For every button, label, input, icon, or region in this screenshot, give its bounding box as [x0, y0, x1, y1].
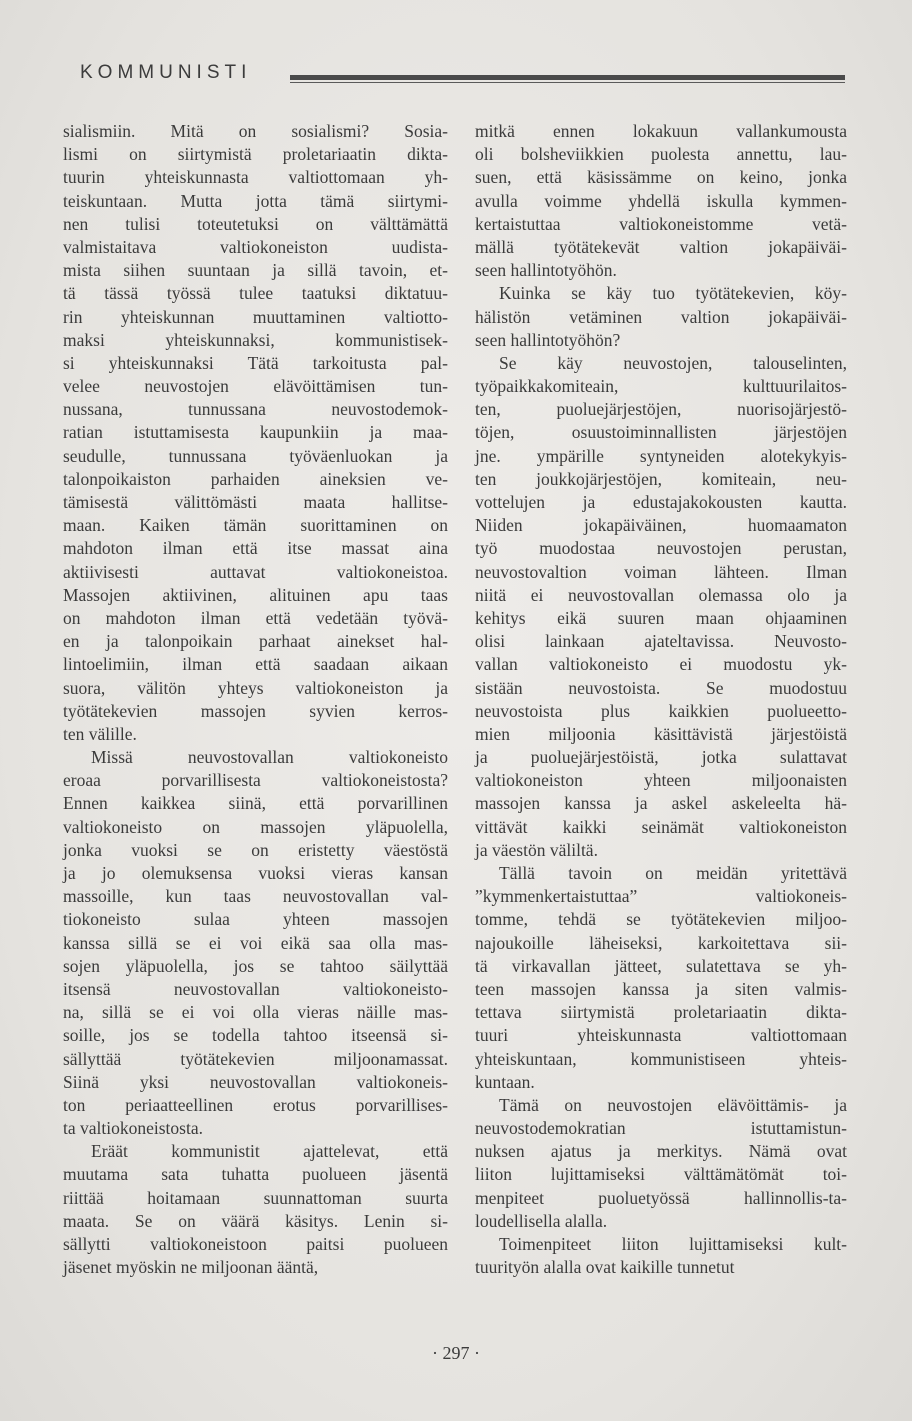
- text-line: na, sillä se ei voi olla vieras näille mas-: [63, 1002, 448, 1023]
- text-line: ta valtiokoneistosta.: [63, 1118, 203, 1139]
- text-line: menpiteet puoluetyössä hallinnollis-ta-: [475, 1187, 847, 1208]
- text-line: najoukoille läheiseksi, karkoitettava sii-: [475, 932, 847, 953]
- page-number: · 297 ·: [432, 1343, 480, 1363]
- text-line: avulla voimme yhdellä iskulla kymmen-: [475, 190, 847, 211]
- text-line: tämisestä välittömästi maata hallitse-: [63, 492, 448, 512]
- text-line: liiton lujittamiseksi välttämätömät toi-: [475, 1164, 847, 1185]
- text-line: maan. Kaiken tämän suorittaminen on: [63, 515, 448, 536]
- text-line: itsensä neuvostovallan valtiokoneisto-: [63, 978, 448, 999]
- text-line: on mahdoton ilman että vedetään työvä-: [63, 607, 448, 628]
- text-line: seudulle, tunnussana työväenluokan ja: [63, 445, 448, 466]
- running-header: [80, 62, 845, 92]
- text-line: massojen kanssa ja askel askeleelta hä-: [475, 793, 847, 814]
- text-line: mitkä ennen lokakuun vallankumousta: [475, 121, 847, 141]
- header-rule-thin: [290, 82, 845, 83]
- text-line: aktiivisesti auttavat valtiokoneistoa.: [63, 561, 448, 582]
- text-line: jäsenet myöskin ne miljoonan ääntä,: [63, 1257, 319, 1278]
- text-line: kertaistuttaa valtiokoneistomme vetä-: [475, 213, 847, 234]
- text-line: sällyttää työtätekevien miljoonamassat.: [63, 1048, 448, 1069]
- text-line: ja puoluejärjestöistä, jotka sulattavat: [475, 747, 847, 768]
- text-line: niitä ei neuvostovallan olemassa olo ja: [475, 584, 847, 605]
- text-line: teiskuntaan. Mutta jotta tämä siirtymi-: [63, 190, 448, 211]
- text-line: valtiokoneisto on massojen yläpuolella,: [63, 816, 448, 837]
- text-line: tuurin yhteiskunnasta valtiottomaan yh-: [63, 167, 448, 188]
- text-line: seen hallintotyöhön.: [475, 260, 617, 281]
- text-line: mällä työtätekevät valtion jokapäiväi-: [475, 236, 847, 257]
- text-line: Toimenpiteet liiton lujittamiseksi kult-: [499, 1234, 847, 1254]
- text-line: Tällä tavoin on meidän yritettävä: [499, 863, 847, 883]
- text-line: Siinä yksi neuvostovallan valtiokoneis-: [63, 1071, 448, 1092]
- text-line: maata. Se on väärä käsitys. Lenin si-: [63, 1210, 448, 1231]
- text-line: lismi on siirtymistä proletariaatin dikta-: [63, 144, 448, 165]
- text-line: en ja talonpoikain parhaat ainekset hal-: [63, 631, 448, 652]
- text-line: suen, että käsissämme on keino, jonka: [475, 167, 847, 188]
- text-line: oli bolsheviikkien puolesta annettu, lau-: [475, 144, 847, 165]
- text-line: maksi yhteiskunnaksi, kommunistisek-: [63, 329, 448, 350]
- text-line: Se käy neuvostojen, talouselinten,: [499, 352, 847, 373]
- text-line: ja jo olemuksensa vuoksi vieras kansan: [63, 863, 448, 883]
- text-line: tä tässä työssä tulee taatuksi diktatuu-: [63, 283, 448, 304]
- text-line: ten, puoluejärjestöjen, nuorisojärjestö-: [475, 399, 847, 420]
- text-line: talonpoikaiston parhaiden aineksien ve-: [63, 468, 448, 489]
- text-line: sistään neuvostoista. Se muodostuu: [475, 677, 847, 698]
- text-line: olisi lainkaan ajateltavissa. Neuvosto-: [475, 631, 847, 652]
- text-line: tuuri yhteiskunnasta valtiottomaan: [475, 1025, 847, 1046]
- text-line: sialismiin. Mitä on sosialismi? Sosia-: [63, 121, 448, 141]
- text-line: mahdoton ilman että itse massat aina: [63, 538, 448, 559]
- text-line: yhteiskuntaan, kommunistiseen yhteis-: [475, 1048, 847, 1069]
- text-line: kehitys eikä suuren maan ohjaaminen: [475, 607, 847, 628]
- text-line: neuvostoista plus kaikkien puolueetto-: [475, 700, 847, 721]
- text-line: työpaikkakomiteain, kulttuurilaitos-: [475, 376, 847, 397]
- text-line: mista siihen suuntaan ja sillä tavoin, et-: [63, 260, 448, 281]
- text-line: ten joukkojärjestöjen, komiteain, neu-: [475, 468, 847, 489]
- text-line: tomme, tehdä se työtätekevien miljoo-: [475, 909, 847, 930]
- text-line: teen massojen kanssa ja siten valmis-: [475, 978, 847, 999]
- text-line: eroaa porvarillisesta valtiokoneistosta?: [63, 770, 448, 791]
- text-line: neuvostovaltion voiman lähteen. Ilman: [475, 561, 847, 582]
- right-text-column: [475, 120, 847, 1279]
- text-line: nen tulisi toteutetuksi on välttämättä: [63, 213, 448, 234]
- text-line: työtätekevien massojen syvien kerros-: [63, 700, 448, 721]
- text-line: ten välille.: [63, 723, 137, 744]
- text-line: vottelujen ja edustajakokousten kautta.: [475, 492, 847, 512]
- text-line: kuntaan.: [475, 1071, 535, 1092]
- header-rule: [290, 75, 845, 80]
- text-line: tettava siirtymistä proletariaatin dikta-: [475, 1002, 847, 1023]
- text-line: muutama sata tuhatta puolueen jäsentä: [63, 1164, 448, 1185]
- text-line: työ muodostaa neuvostojen perustan,: [475, 538, 847, 559]
- left-text-column: [63, 120, 448, 1279]
- text-line: hälistön vetäminen valtion jokapäiväi-: [475, 306, 847, 327]
- text-line: jonka vuoksi se on eristetty väestöstä: [63, 839, 448, 860]
- text-line: ”kymmenkertaistuttaa” valtiokoneis-: [475, 886, 847, 907]
- text-line: ratian istuttamisesta kaupunkiin ja maa-: [63, 422, 448, 443]
- text-line: tuurityön alalla ovat kaikille tunnetut: [475, 1257, 735, 1278]
- journal-title: KOMMUNISTI: [80, 62, 252, 83]
- text-line: Massojen aktiivinen, alituinen apu taas: [63, 584, 448, 605]
- text-line: valtiokoneiston yhteen miljoonaisten: [475, 770, 847, 791]
- text-line: Kuinka se käy tuo työtätekevien, köy-: [499, 283, 847, 304]
- text-line: jne. ympärille syntyneiden alotekykyis-: [475, 445, 847, 466]
- text-line: suora, välitön yhteys valtiokoneiston ja: [63, 677, 448, 698]
- text-line: ja väestön väliltä.: [475, 839, 598, 860]
- text-line: vallan valtiokoneisto ei muodostu yk-: [475, 654, 847, 675]
- text-line: Missä neuvostovallan valtiokoneisto: [91, 747, 448, 768]
- text-line: Niiden jokapäiväinen, huomaamaton: [475, 515, 847, 536]
- text-line: Tämä on neuvostojen elävöittämis- ja: [499, 1094, 847, 1115]
- text-line: seen hallintotyöhön?: [475, 329, 621, 350]
- text-line: nussana, tunnussana neuvostodemok-: [63, 399, 448, 420]
- text-line: nuksen ajatus ja merkitys. Nämä ovat: [475, 1141, 847, 1162]
- text-line: riittää hoitamaan suunnattoman suurta: [63, 1187, 448, 1208]
- text-line: soille, jos se todella tahtoo itseensä si-: [63, 1025, 448, 1046]
- text-line: sojen yläpuolella, jos se tahtoo säilyttää: [63, 955, 448, 976]
- text-line: massoille, kun taas neuvostovallan val-: [63, 886, 448, 907]
- text-line: sällytti valtiokoneistoon paitsi puolueen: [63, 1234, 448, 1254]
- text-line: vittävät kaikki seinämät valtiokoneiston: [475, 816, 847, 837]
- text-line: mien miljoonia käsittävistä järjestöistä: [475, 723, 847, 744]
- text-line: si yhteiskunnaksi Tätä tarkoitusta pal-: [63, 352, 448, 373]
- text-line: tiokoneisto sulaa yhteen massojen: [63, 909, 448, 930]
- text-line: valmistaitava valtiokoneiston uudista-: [63, 236, 448, 257]
- text-line: kanssa sillä se ei voi eikä saa olla mas-: [63, 932, 448, 953]
- text-line: neuvostodemokratian istuttamistun-: [475, 1118, 847, 1139]
- text-line: Eräät kommunistit ajattelevat, että: [91, 1141, 448, 1162]
- text-line: ton periaatteellinen erotus porvarillises-: [63, 1094, 448, 1115]
- text-line: lintoelimiin, ilman että saadaan aikaan: [63, 654, 448, 675]
- text-line: töjen, osuustoiminnallisten järjestöjen: [475, 422, 847, 443]
- text-line: rin yhteiskunnan muuttaminen valtiotto-: [63, 306, 448, 327]
- text-line: Ennen kaikkea siinä, että porvarillinen: [63, 793, 448, 814]
- text-line: tä virkavallan jätteet, sulatettava se yh-: [475, 955, 847, 976]
- text-line: loudellisella alalla.: [475, 1210, 608, 1231]
- text-line: velee neuvostojen elävöittämisen tun-: [63, 376, 448, 397]
